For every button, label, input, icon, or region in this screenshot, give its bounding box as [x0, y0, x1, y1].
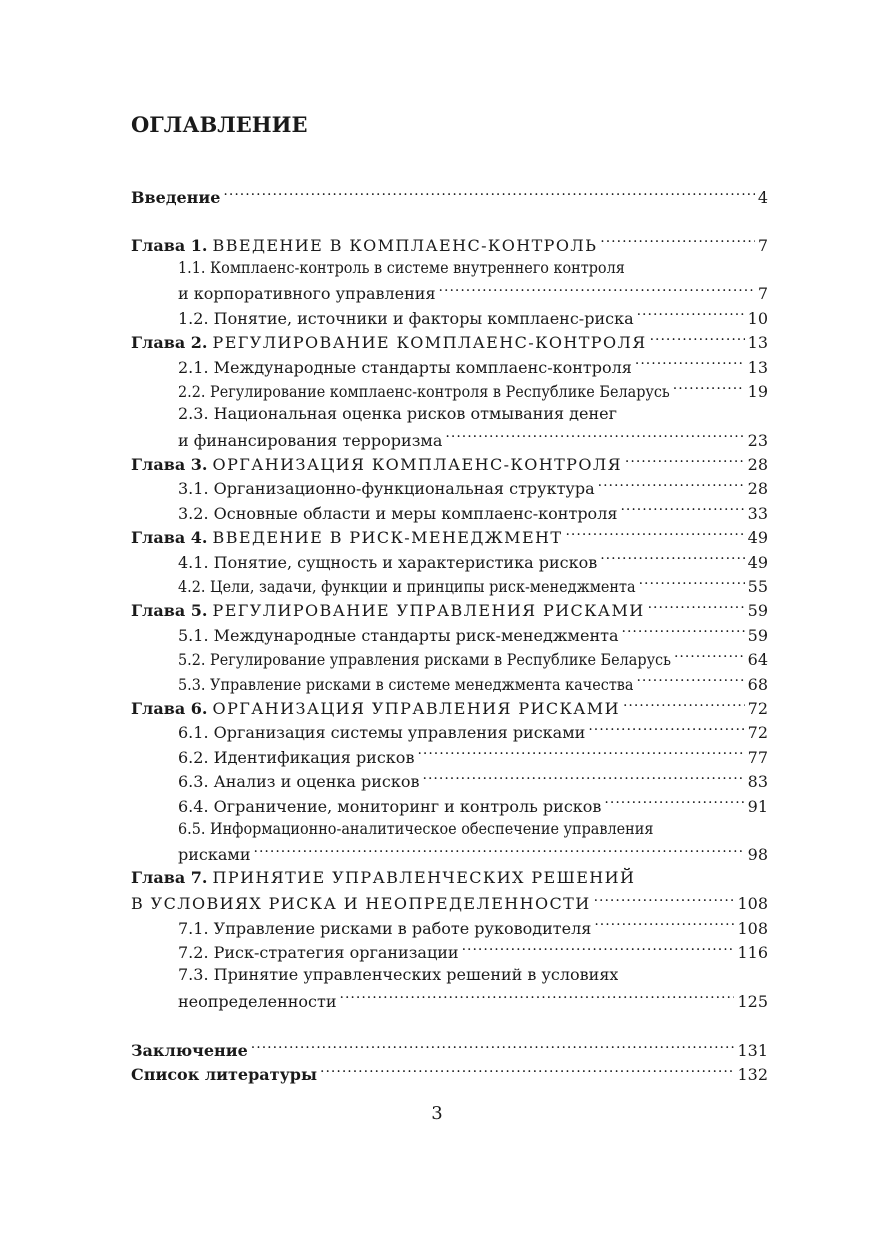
toc-page-number: 19	[747, 381, 768, 401]
dot-leader	[445, 427, 744, 446]
dot-leader	[588, 719, 744, 738]
dot-leader	[673, 378, 745, 397]
dot-leader	[650, 329, 745, 348]
toc-entry-intro[interactable]	[131, 184, 768, 208]
toc-chapter-heading	[131, 331, 647, 355]
toc-section[interactable]	[131, 256, 768, 280]
toc-section[interactable]	[131, 353, 768, 377]
toc-page-number: 116	[737, 942, 768, 962]
section-title: Ограничение, мониторинг и контроль рисков	[213, 796, 602, 816]
toc-entry-conclusion[interactable]	[131, 1037, 768, 1061]
toc-section[interactable]	[131, 744, 768, 768]
toc-section[interactable]	[131, 963, 768, 987]
toc-section[interactable]	[131, 622, 768, 646]
dot-leader	[320, 1061, 734, 1080]
toc-page-number: 4	[757, 188, 768, 208]
toc-page-number: 13	[747, 333, 768, 353]
toc-page-number: 23	[747, 430, 768, 450]
toc-page-number: 7	[757, 235, 768, 255]
toc-section[interactable]	[131, 573, 768, 597]
toc-section-title	[178, 256, 625, 280]
chapter-title: РЕГУЛИРОВАНИЕ КОМПЛАЕНС-КОНТРОЛЯ	[212, 333, 647, 353]
toc-section-continued[interactable]	[131, 841, 768, 865]
toc-section[interactable]	[131, 914, 768, 938]
toc-entry-label: Список литературы	[131, 1065, 318, 1085]
section-title: Понятие, источники и факторы комплаенс-риска	[213, 308, 634, 328]
chapter-title: ОРГАНИЗАЦИЯ КОМПЛАЕНС-КОНТРОЛЯ	[212, 455, 622, 475]
section-number: 4.1.	[178, 552, 209, 572]
toc-section-title	[178, 795, 601, 819]
toc-page-number: 108	[737, 918, 768, 938]
section-title: Анализ и оценка рисков	[213, 772, 420, 792]
dot-leader	[639, 573, 745, 592]
dot-leader	[594, 914, 734, 933]
toc-page-number: 132	[737, 1065, 768, 1085]
toc-section-title	[178, 502, 617, 526]
toc-page-number: 7	[757, 284, 768, 304]
dot-leader	[565, 524, 744, 543]
toc-chapter-heading	[131, 866, 635, 890]
toc-page-number: 64	[747, 650, 768, 670]
toc-section-title	[178, 648, 671, 672]
toc-section[interactable]	[131, 305, 768, 329]
toc-chapter-4[interactable]	[131, 524, 768, 548]
toc-page-number: 77	[747, 747, 768, 767]
chapter-title-continued: В УСЛОВИЯХ РИСКА И НЕОПРЕДЕЛЕННОСТИ	[131, 894, 591, 914]
page-number: 3	[431, 1103, 443, 1124]
section-number: 6.5.	[178, 818, 206, 838]
toc-chapter-7-continued[interactable]	[131, 890, 768, 914]
section-number: 6.4.	[178, 796, 209, 816]
toc-section-title	[178, 380, 670, 404]
toc-page-number: 28	[747, 455, 768, 475]
section-title: Риск-стратегия организации	[213, 942, 459, 962]
section-title: Управление рисками в работе руководителя	[213, 918, 592, 938]
section-title: Основные области и меры комплаенс-контроля	[213, 503, 618, 523]
chapter-label: Глава 4.	[131, 528, 208, 548]
section-number: 3.1.	[178, 479, 209, 499]
toc-page-number: 49	[747, 528, 768, 548]
toc-page-number: 108	[737, 894, 768, 914]
toc-section-title	[178, 746, 414, 770]
section-title-continued: и финансирования терроризма	[178, 430, 443, 450]
toc-section[interactable]	[131, 500, 768, 524]
section-number: 2.1.	[178, 357, 209, 377]
toc-section[interactable]	[131, 670, 768, 694]
dot-leader	[423, 768, 745, 787]
dot-leader	[600, 548, 744, 567]
chapter-label: Глава 6.	[131, 699, 208, 718]
chapter-title: ПРИНЯТИЕ УПРАВЛЕНЧЕСКИХ РЕШЕНИЙ	[212, 867, 636, 887]
dot-leader	[623, 695, 745, 714]
section-number: 7.1.	[178, 918, 209, 938]
dot-leader	[635, 353, 745, 372]
toc-section[interactable]	[131, 792, 768, 816]
section-title: Регулирование комплаенс-контроля в Республике Беларусь	[210, 381, 670, 401]
section-number: 2.3.	[178, 404, 209, 424]
section-title: Цели, задачи, функции и принципы риск-менеджмента	[210, 577, 636, 597]
section-number: 5.3.	[178, 674, 206, 694]
toc-page-number: 33	[747, 503, 768, 523]
section-title: Принятие управленческих решений в условиях	[213, 965, 619, 985]
dot-leader	[648, 597, 745, 616]
toc-section-title	[178, 963, 618, 987]
chapter-label: Глава 5.	[131, 601, 208, 621]
toc-chapter-6[interactable]	[131, 695, 768, 719]
toc-section[interactable]	[131, 768, 768, 792]
toc-chapter-heading	[131, 453, 622, 477]
chapter-label: Глава 3.	[131, 455, 208, 475]
toc-chapter-7[interactable]	[131, 866, 768, 890]
dot-leader	[637, 305, 745, 324]
toc-section-title	[178, 721, 585, 745]
dot-leader	[622, 622, 745, 641]
toc-section-title	[178, 575, 636, 599]
dot-leader	[594, 890, 735, 909]
section-number: 5.1.	[178, 625, 209, 645]
section-title: Национальная оценка рисков отмывания денег	[213, 404, 617, 424]
section-title: Комплаенс-контроль в системе внутреннего контроля	[210, 257, 625, 277]
toc-page-number: 68	[747, 674, 768, 694]
section-number: 6.3.	[178, 772, 209, 792]
dot-leader	[674, 646, 745, 665]
section-title: Организационно-функциональная структура	[213, 479, 595, 499]
toc-page-number: 28	[747, 479, 768, 499]
toc-chapter-5[interactable]	[131, 597, 768, 621]
toc-page-number: 10	[747, 308, 768, 328]
toc-section[interactable]	[131, 817, 768, 841]
toc-chapter-heading	[131, 697, 620, 721]
toc-section[interactable]	[131, 719, 768, 743]
toc-section-title	[178, 551, 597, 575]
section-title: Регулирование управления рисками в Республике Беларусь	[210, 650, 671, 670]
section-number: 1.2.	[178, 308, 209, 328]
chapter-title: ОРГАНИЗАЦИЯ УПРАВЛЕНИЯ РИСКАМИ	[212, 699, 620, 718]
section-title: Идентификация рисков	[213, 747, 415, 767]
chapter-title: РЕГУЛИРОВАНИЕ УПРАВЛЕНИЯ РИСКАМИ	[212, 601, 645, 621]
table-of-contents	[131, 184, 768, 1086]
toc-page-number: 13	[747, 357, 768, 377]
toc-section-title	[178, 307, 634, 331]
toc-section-title	[178, 624, 619, 648]
page-title: ОГЛАВЛЕНИЕ	[131, 112, 308, 137]
section-number: 2.2.	[178, 381, 206, 401]
section-number: 7.3.	[178, 965, 209, 985]
section-number: 3.2.	[178, 503, 209, 523]
dot-leader	[251, 1037, 735, 1056]
section-number: 7.2.	[178, 942, 209, 962]
toc-page-number: 72	[747, 699, 768, 718]
toc-section[interactable]	[131, 378, 768, 402]
dot-leader	[417, 744, 744, 763]
toc-section-title	[178, 477, 595, 501]
chapter-label: Глава 1.	[131, 235, 208, 255]
toc-chapter-heading	[131, 234, 597, 258]
toc-section-title	[178, 356, 632, 380]
toc-page-number: 98	[747, 845, 768, 865]
toc-chapter-1[interactable]	[131, 231, 768, 255]
toc-section-continued[interactable]	[131, 988, 768, 1012]
section-title: Международные стандарты комплаенс-контроля	[213, 357, 632, 377]
toc-chapter-heading	[131, 526, 562, 550]
section-number: 6.1.	[178, 723, 209, 743]
toc-section[interactable]	[131, 548, 768, 572]
toc-page-number: 91	[747, 796, 768, 816]
toc-section-title	[178, 673, 633, 697]
toc-entry-label: Заключение	[131, 1041, 248, 1061]
section-title-continued: неопределенности	[178, 991, 337, 1011]
toc-chapter-heading	[131, 599, 645, 623]
dot-leader	[620, 500, 744, 519]
dot-leader	[254, 841, 745, 860]
dot-leader	[625, 451, 745, 470]
toc-page-number: 131	[737, 1041, 768, 1061]
chapter-title: ВВЕДЕНИЕ В КОМПЛАЕНС-КОНТРОЛЬ	[212, 235, 598, 255]
toc-section-title	[178, 770, 420, 794]
section-title: Управление рисками в системе менеджмента качества	[210, 674, 634, 694]
toc-section[interactable]	[131, 939, 768, 963]
section-number: 6.2.	[178, 747, 209, 767]
dot-leader	[636, 670, 744, 689]
toc-section-title	[178, 402, 617, 426]
section-title-continued: и корпоративного управления	[178, 284, 436, 304]
toc-section-continued[interactable]	[131, 280, 768, 304]
section-number: 4.2.	[178, 577, 206, 597]
toc-page-number: 72	[747, 723, 768, 743]
toc-section-title	[178, 941, 459, 965]
dot-leader	[598, 475, 745, 494]
toc-page-number: 49	[747, 552, 768, 572]
toc-section-title	[178, 817, 653, 841]
toc-entry-references[interactable]	[131, 1061, 768, 1085]
dot-leader	[462, 939, 735, 958]
toc-page-number: 83	[747, 772, 768, 792]
section-title: Информационно-аналитическое обеспечение управления	[210, 818, 654, 838]
section-title: Международные стандарты риск-менеджмента	[213, 625, 619, 645]
toc-section[interactable]	[131, 475, 768, 499]
dot-leader	[439, 280, 755, 299]
toc-section[interactable]	[131, 646, 768, 670]
section-number: 1.1.	[178, 257, 206, 277]
toc-page-number: 59	[747, 601, 768, 621]
toc-section[interactable]	[131, 402, 768, 426]
chapter-title: ВВЕДЕНИЕ В РИСК-МЕНЕДЖМЕНТ	[212, 528, 563, 548]
dot-leader	[604, 792, 744, 811]
toc-section-continued[interactable]	[131, 427, 768, 451]
toc-chapter-2[interactable]	[131, 329, 768, 353]
chapter-label: Глава 2.	[131, 333, 208, 353]
section-number: 5.2.	[178, 650, 206, 670]
toc-entry-label: Введение	[131, 188, 221, 208]
section-title-continued: рисками	[178, 845, 251, 865]
dot-leader	[223, 184, 754, 203]
toc-page-number: 59	[747, 625, 768, 645]
toc-page-number: 125	[737, 991, 768, 1011]
chapter-label: Глава 7.	[131, 867, 208, 887]
toc-page-number: 55	[747, 577, 768, 597]
dot-leader	[600, 231, 755, 250]
toc-chapter-3[interactable]	[131, 451, 768, 475]
dot-leader	[340, 988, 735, 1007]
toc-section-title	[178, 917, 591, 941]
section-title: Организация системы управления рисками	[213, 723, 586, 743]
section-title: Понятие, сущность и характеристика рисков	[213, 552, 598, 572]
